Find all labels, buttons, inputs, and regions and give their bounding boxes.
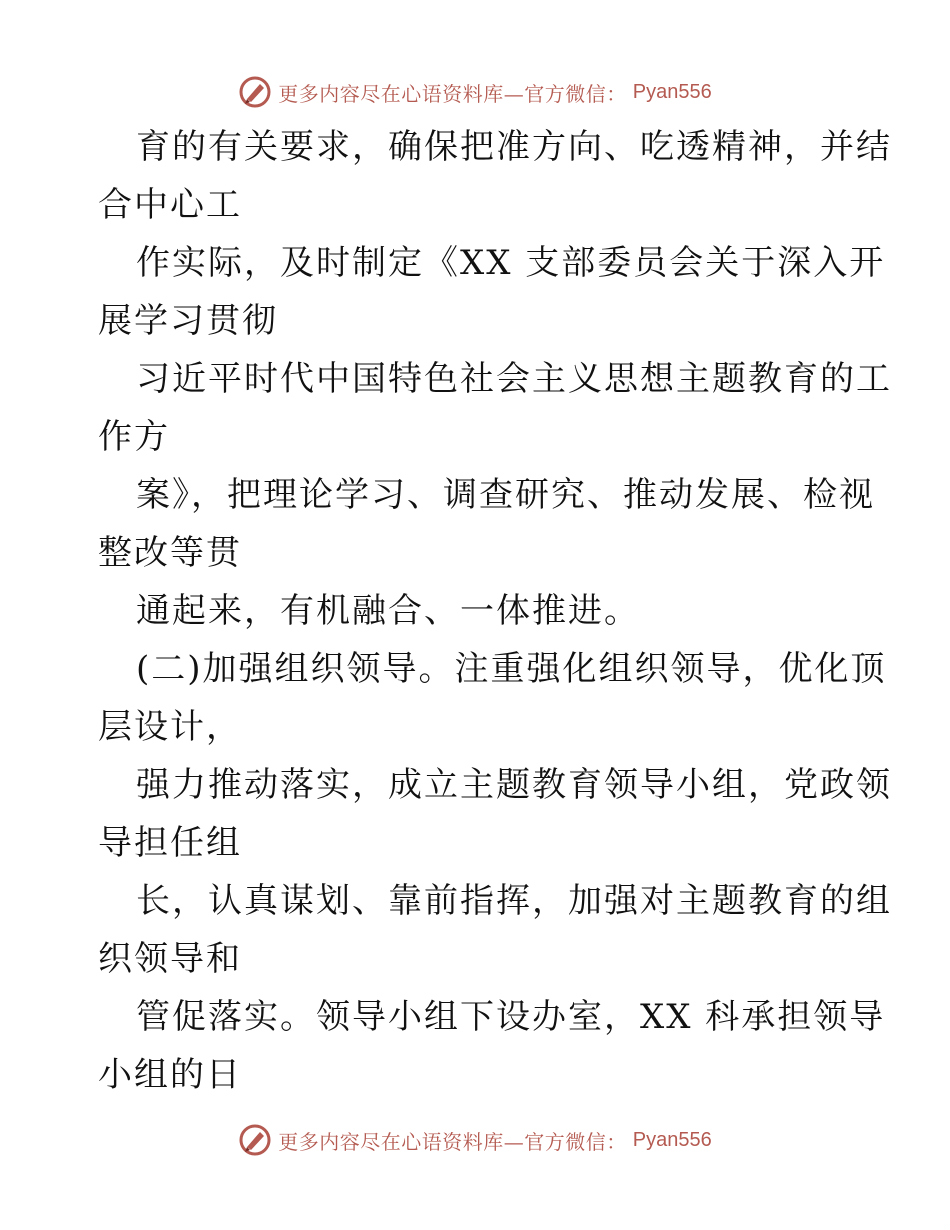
text-line: 作实际，及时制定《XX 支部委员会关于深入开 xyxy=(136,243,886,283)
pen-logo-icon xyxy=(238,1123,272,1157)
text-line: 织领导和 xyxy=(98,939,242,979)
document-body xyxy=(98,118,892,1104)
text-line: 层设计， xyxy=(98,707,242,747)
text-line: 小组的日 xyxy=(98,1055,242,1095)
watermark-text: 更多内容尽在心语资料库—官方微信： xyxy=(278,1129,627,1154)
text-line: 习近平时代中国特色社会主义思想主题教育的工 xyxy=(136,359,892,399)
footer-watermark xyxy=(0,1120,950,1160)
text-line: 作方 xyxy=(98,417,170,457)
watermark-wechat-id: Pyan556 xyxy=(632,80,712,103)
text-line: 整改等贯 xyxy=(98,533,242,573)
text-line: 管促落实。领导小组下设办室，XX 科承担领导 xyxy=(136,997,886,1037)
text-line: 案》，把理论学习、调查研究、推动发展、检视 xyxy=(136,475,875,515)
pen-logo-icon xyxy=(238,75,272,109)
watermark-text: 更多内容尽在心语资料库—官方微信： xyxy=(278,81,627,106)
text-line: 合中心工 xyxy=(98,185,242,225)
text-line: 育的有关要求，确保把准方向、吃透精神，并结 xyxy=(136,127,892,167)
watermark-wechat-id: Pyan556 xyxy=(632,1128,712,1151)
text-line: 展学习贯彻 xyxy=(98,301,278,341)
text-line: (二)加强组织领导。注重强化组织领导，优化顶 xyxy=(136,649,887,689)
text-line: 强力推动落实，成立主题教育领导小组，党政领 xyxy=(136,765,892,805)
header-watermark xyxy=(0,72,950,112)
text-line: 长，认真谋划、靠前指挥，加强对主题教育的组 xyxy=(136,881,892,921)
text-line: 通起来，有机融合、一体推进。 xyxy=(136,591,640,631)
text-line: 导担任组 xyxy=(98,823,242,863)
